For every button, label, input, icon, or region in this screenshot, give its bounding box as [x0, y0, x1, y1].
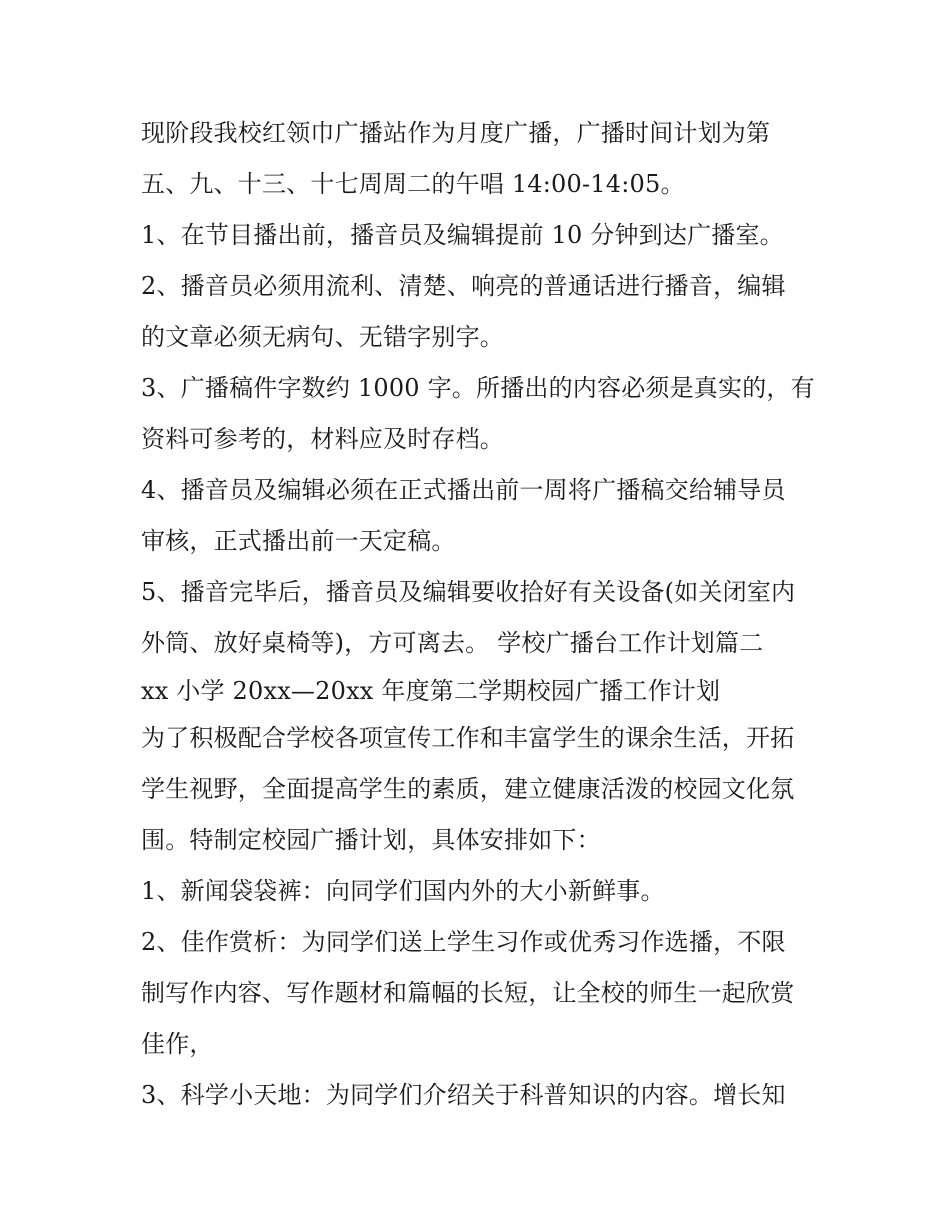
- text-line: 学生视野，全面提高学生的素质，建立健康活泼的校园文化氛: [141, 775, 795, 803]
- document-body: [141, 108, 821, 1121]
- text-line: 资料可参考的，材料应及时存档。: [141, 425, 504, 453]
- text-line: 审核，正式播出前一天定稿。: [141, 527, 456, 555]
- text-line: 4、播音员及编辑必须在正式播出前一周将广播稿交给辅导员: [141, 476, 786, 504]
- text-line: 外筒、放好桌椅等)，方可离去。 学校广播台工作计划篇二: [141, 629, 764, 657]
- text-line: 佳作，: [141, 1030, 214, 1058]
- heading-line: xx 小学 20xx—20xx 年度第二学期校园广播工作计划: [141, 677, 721, 705]
- text-line: 2、播音员必须用流利、清楚、响亮的普通话进行播音，编辑: [141, 272, 786, 300]
- text-line: 3、科学小天地：为同学们介绍关于科普知识的内容。增长知: [141, 1081, 786, 1109]
- text-line: 为了积极配合学校各项宣传工作和丰富学生的课余生活，开拓: [141, 724, 795, 752]
- text-line: 制写作内容、写作题材和篇幅的长短，让全校的师生一起欣赏: [141, 979, 795, 1007]
- text-line: 五、九、十三、十七周周二的午唱 14:00-14:05。: [141, 170, 685, 198]
- text-line: 围。特制定校园广播计划，具体安排如下：: [141, 826, 601, 854]
- text-line: 3、广播稿件字数约 1000 字。所播出的内容必须是真实的，有: [141, 374, 815, 402]
- text-line: 现阶段我校红领巾广播站作为月度广播，广播时间计划为第: [141, 119, 771, 147]
- text-line: 1、在节目播出前，播音员及编辑提前 10 分钟到达广播室。: [141, 221, 784, 249]
- text-line: 5、播音完毕后，播音员及编辑要收拾好有关设备(如关闭室内: [141, 578, 796, 606]
- text-line: 1、新闻袋袋裤：向同学们国内外的大小新鲜事。: [141, 877, 665, 905]
- text-line: 2、佳作赏析：为同学们送上学生习作或优秀习作选播，不限: [141, 928, 786, 956]
- text-line: 的文章必须无病句、无错字别字。: [141, 323, 504, 351]
